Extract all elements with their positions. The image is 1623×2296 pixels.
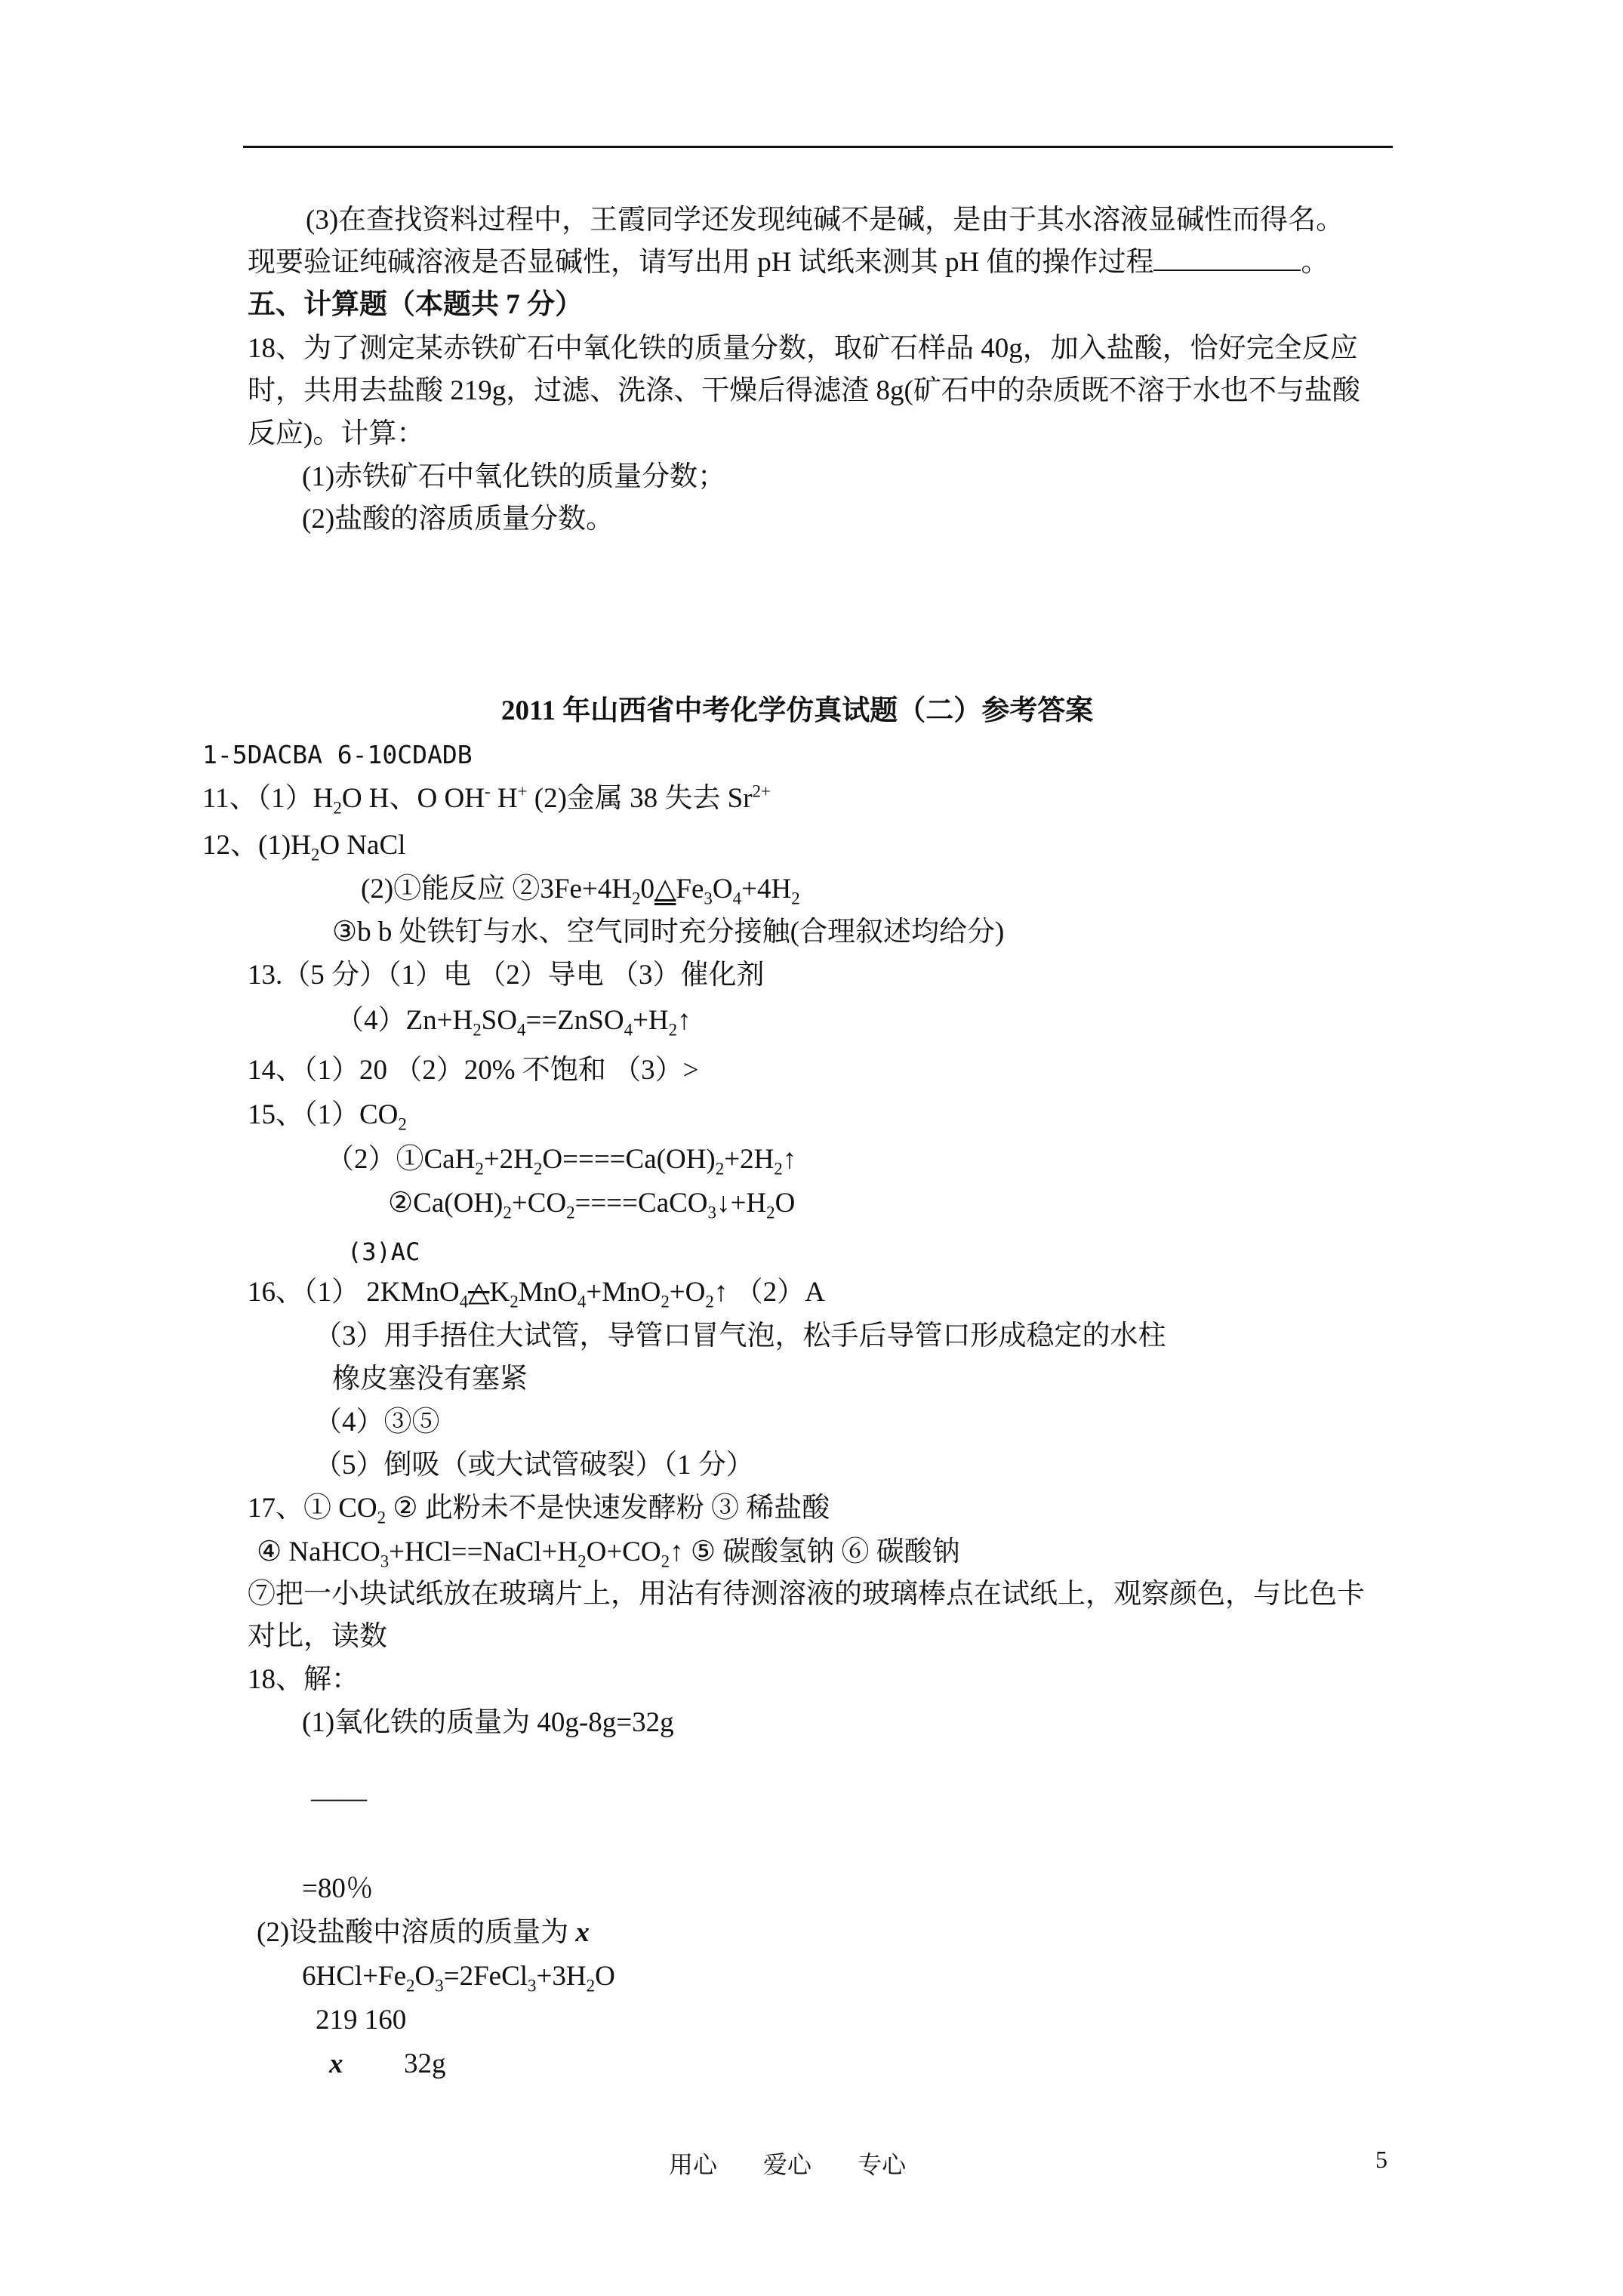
answer-16-3b: 橡皮塞没有塞紧 [332,1364,528,1395]
fraction-bar: —— [311,1783,367,1814]
q18-sub1: (1)赤铁矿石中氧化铁的质量分数； [302,461,726,492]
answer-1-10: 1-5DACBA 6-10CDADB [202,740,473,769]
answer-16-1: 16、（1） $2KMnO_4\triangle K_2MnO_4+MnO_2+O_2↑$ （2）A [248,1277,825,1311]
answer-17-4: 对比，读数 [248,1621,387,1652]
answer-18-molar-masses: 219 160 [316,2005,407,2036]
page-number: 5 [1375,2146,1387,2173]
answer-13-1: 13.（5 分）（1）电 （2）导电 （3）催化剂 [248,960,765,991]
answer-18-title: 18、解： [248,1664,359,1695]
answer-16-3: （3）用手捂住大试管，导管口冒气泡，松手后导管口形成稳定的水柱 [314,1321,1166,1351]
q17-3-line2: 现要验证纯碱溶液是否显碱性，请写出用 pH 试纸来测其 pH 值的操作过程 。 [248,247,1329,278]
answer-15-4: (3)AC [347,1237,420,1266]
answer-12-3: ③b b 处铁钉与水、空气同时充分接触(合理叙述均给分) [332,917,1005,948]
answer-18-2: (2)设盐酸中溶质的质量为 x [257,1917,590,1948]
answer-13-2: $(4)Zn+H_2SO_4==ZnSO_4+H_2↑$ [336,1005,691,1040]
heat-delta-symbol: △ [654,874,676,905]
answer-16-5: （5）倒吸（或大试管破裂）（1 分） [314,1450,754,1481]
q18-line1: 18、为了测定某赤铁矿石中氧化铁的质量分数，取矿石样品 40g，加入盐酸，恰好完全反应 [248,333,1358,364]
answer-title: 2011 年山西省中考化学仿真试题（二）参考答案 [501,695,1094,726]
answer-17-1: 17、① $CO_2$ ② 此粉未不是快速发酵粉 ③ 稀盐酸 [248,1493,830,1527]
answer-17-2: ④ $NaHCO_3+HCl==NaCl+H_2O+CO_2↑$ ⑤ 碳酸氢钠 ⑥ 碳酸钠 [257,1536,960,1571]
answer-15-3: $②Ca(OH)_2+CO_2====CaCO_3↓+H_2O$ [388,1188,796,1222]
answer-18-mass: 32g [404,2048,446,2079]
answer-12-1: 12、$(1)H_2O$ NaCl [202,830,406,864]
answer-12-2: (2)①能反应 $②3Fe+4H_20\triangle Fe_3O_4+4H_2$ [361,874,800,908]
answer-15-2: $(2)①CaH_2+2H_2O====Ca(OH)_2+2H_2↑$ [326,1144,797,1179]
answer-16-4: （4）③⑤ [314,1407,440,1438]
answer-18-equation: $6HCl+Fe_2O_3=2FeCl_3+3H_2O$ [302,1961,615,1996]
answer-18-1: (1)氧化铁的质量为 40g-8g=32g [302,1707,674,1738]
q17-3-line1: (3)在查找资料过程中，王霞同学还发现纯碱不是碱，是由于其水溶液显碱性而得名。 [306,205,1344,236]
heat-delta-symbol: △ [468,1277,490,1308]
answer-14: 14、（1）20 （2）20% 不饱和 （3）> [248,1055,699,1086]
q18-line2: 时，共用去盐酸 219g，过滤、洗涤、干燥后得滤渣 8g(矿石中的杂质既不溶于水也不与盐酸 [248,375,1360,406]
section-title: 五、计算题（本题共 7 分） [248,289,583,320]
answer-15-1: 15、$(1)CO_2$ [248,1099,407,1134]
q18-line3: 反应)。计算： [248,418,425,449]
answer-17-3: ⑦把一小块试纸放在玻璃片上，用沾有待测溶液的玻璃棒点在试纸上，观察颜色，与比色卡 [248,1579,1365,1610]
header-rule [243,146,1393,148]
answer-18-unknowns: x [329,2048,343,2079]
q18-sub2: (2)盐酸的溶质质量分数。 [302,504,614,535]
footer-motto: 用心 爱心 专心 [669,2150,907,2179]
answer-18-percent: =80％ [302,1873,374,1904]
answer-11: 11、$(1)H_2O$ H、O OH- H+ (2)金属 38 失去 $Sr^{2+}$ [202,781,771,818]
answer-blank [1153,247,1301,271]
